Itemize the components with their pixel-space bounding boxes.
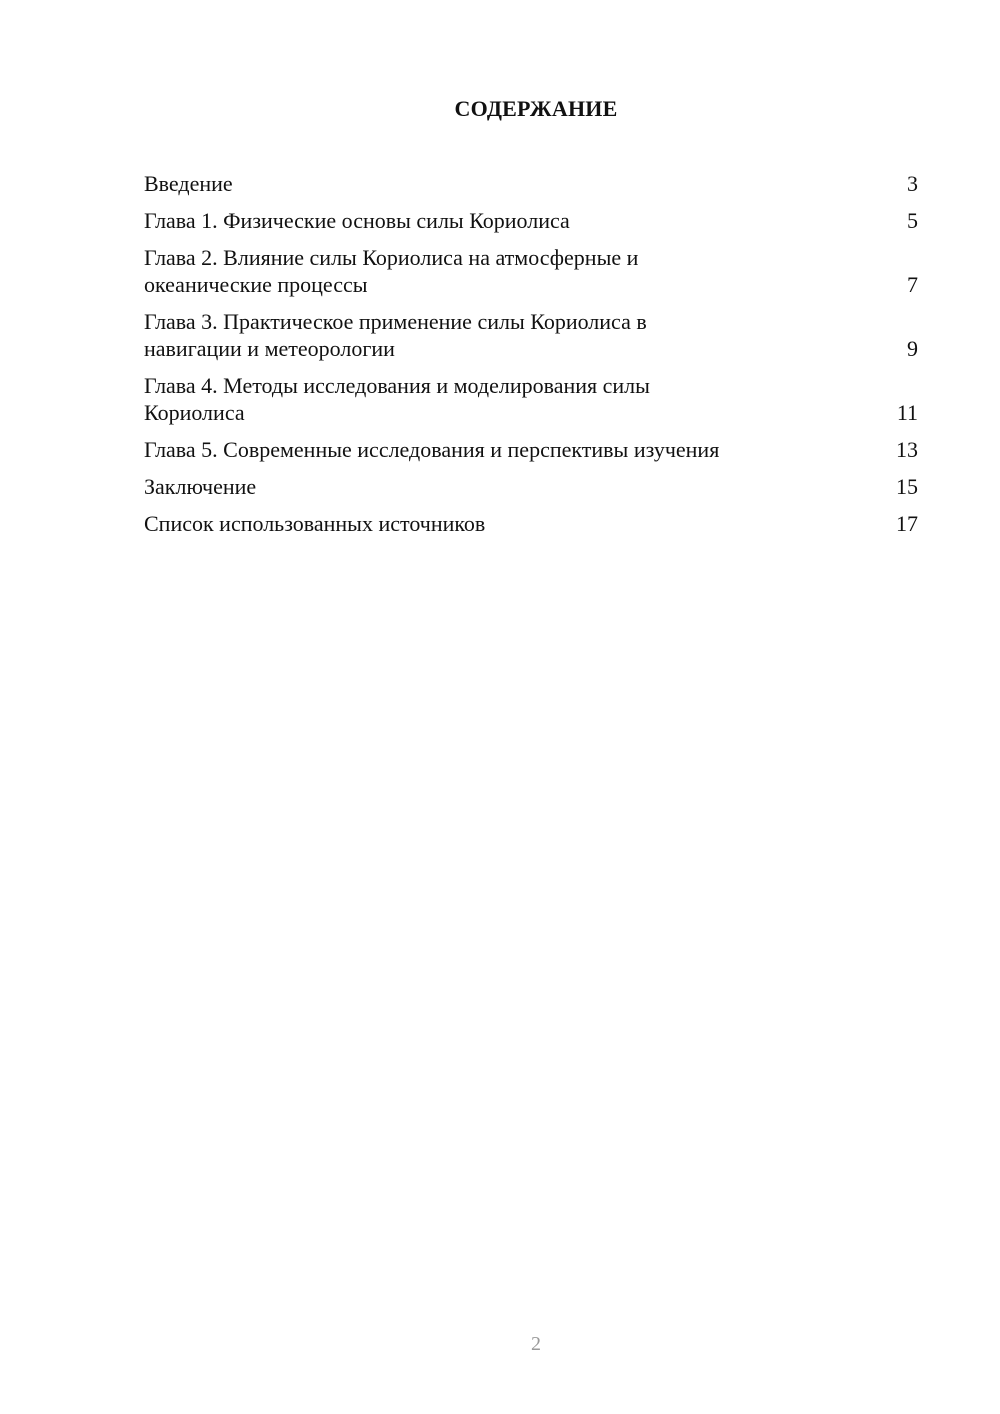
toc-entry-page: 7 (907, 272, 918, 297)
table-of-contents (144, 170, 918, 547)
toc-entry-page: 13 (896, 437, 918, 462)
toc-entry-text: Введение (144, 171, 233, 196)
toc-title: СОДЕРЖАНИЕ (454, 96, 618, 121)
toc-entry (144, 510, 918, 537)
toc-entry (144, 244, 918, 298)
toc-entry-page: 9 (907, 336, 918, 361)
toc-entry-page: 5 (907, 208, 918, 233)
toc-entry-text: Глава 3. Практическое применение силы Кориолиса в навигации и метеорологии (144, 309, 647, 361)
toc-entry-page: 3 (907, 171, 918, 196)
toc-entry (144, 436, 918, 463)
toc-entry (144, 372, 918, 426)
page-number: 2 (531, 1333, 541, 1355)
toc-entry-text: Глава 4. Методы исследования и моделирования силы Кориолиса (144, 373, 650, 425)
toc-entry-text: Заключение (144, 474, 257, 499)
toc-entry-text: Глава 2. Влияние силы Кориолиса на атмосферные и океанические процессы (144, 245, 639, 297)
toc-entry-page: 11 (896, 400, 918, 425)
toc-entry (144, 170, 918, 197)
toc-entry (144, 207, 918, 234)
toc-entry-text: Глава 5. Современные исследования и перспективы изучения (144, 437, 720, 462)
toc-entry-page: 17 (896, 511, 918, 536)
toc-entry (144, 473, 918, 500)
toc-entry-page: 15 (896, 474, 918, 499)
toc-entry (144, 308, 918, 362)
toc-entry-text: Список использованных источников (144, 511, 486, 536)
toc-entry-text: Глава 1. Физические основы силы Кориолиса (144, 208, 570, 233)
